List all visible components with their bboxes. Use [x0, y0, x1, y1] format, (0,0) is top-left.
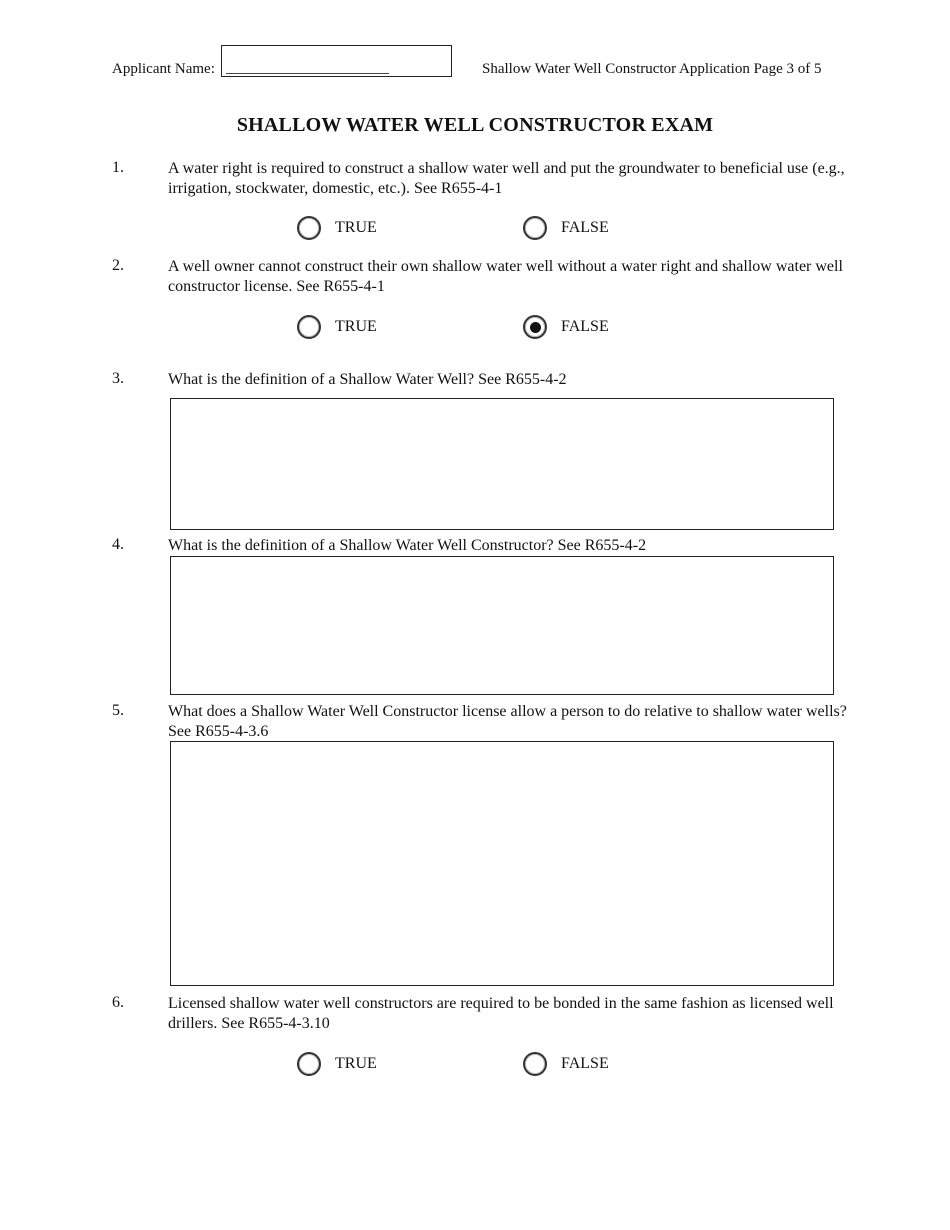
question-2-text: A well owner cannot construct their own shallow water well without a water right and shallow water well constructor license. See R655-4-1 [168, 258, 843, 295]
page-info: Shallow Water Well Constructor Application Page 3 of 5 [482, 61, 822, 77]
question-6-true-option[interactable] [297, 1052, 377, 1076]
question-2-number: 2. [112, 257, 124, 274]
question-1-true-label: TRUE [335, 219, 377, 236]
question-4-number: 4. [112, 536, 124, 553]
applicant-name-underline [226, 73, 389, 74]
applicant-name-label: Applicant Name: [112, 61, 215, 77]
question-1-number: 1. [112, 159, 124, 176]
question-5-text: What does a Shallow Water Well Constructor license allow a person to do relative to shallow water wells? See R655-4-3.6 [168, 703, 847, 740]
question-6-text: Licensed shallow water well constructors are required to be bonded in the same fashion as licensed well drillers. See R655-4-3.10 [168, 995, 834, 1032]
question-2-false-selected-dot [530, 322, 541, 333]
question-1-text: A water right is required to construct a shallow water well and put the groundwater to beneficial use (e.g., irrigation, stockwater, domestic, etc.). See R655-4-1 [168, 160, 845, 197]
exam-title: SHALLOW WATER WELL CONSTRUCTOR EXAM [236, 114, 714, 136]
question-2-false-radio[interactable] [523, 315, 547, 339]
question-2-true-radio[interactable] [297, 315, 321, 339]
applicant-name-field[interactable] [221, 45, 452, 77]
question-5-answer-field[interactable] [170, 741, 834, 986]
question-2-true-option[interactable] [297, 315, 377, 339]
question-3-answer-field[interactable] [170, 398, 834, 530]
question-1-false-radio[interactable] [523, 216, 547, 240]
question-5-number: 5. [112, 702, 124, 719]
question-6-number: 6. [112, 994, 124, 1011]
question-2-false-option[interactable] [523, 315, 609, 339]
question-3-number: 3. [112, 370, 124, 387]
question-2-false-label: FALSE [561, 318, 609, 335]
question-6-true-radio[interactable] [297, 1052, 321, 1076]
question-4-text: What is the definition of a Shallow Water Well Constructor? See R655-4-2 [168, 537, 647, 554]
question-6-false-option[interactable] [523, 1052, 609, 1076]
question-4-answer-field[interactable] [170, 556, 834, 695]
question-1-true-radio[interactable] [297, 216, 321, 240]
question-3-text: What is the definition of a Shallow Water Well? See R655-4-2 [168, 371, 567, 388]
question-1-true-option[interactable] [297, 216, 377, 240]
question-2-true-label: TRUE [335, 318, 377, 335]
question-1-false-option[interactable] [523, 216, 609, 240]
question-6-true-label: TRUE [335, 1055, 377, 1072]
question-6-false-label: FALSE [561, 1055, 609, 1072]
question-6-false-radio[interactable] [523, 1052, 547, 1076]
question-1-false-label: FALSE [561, 219, 609, 236]
